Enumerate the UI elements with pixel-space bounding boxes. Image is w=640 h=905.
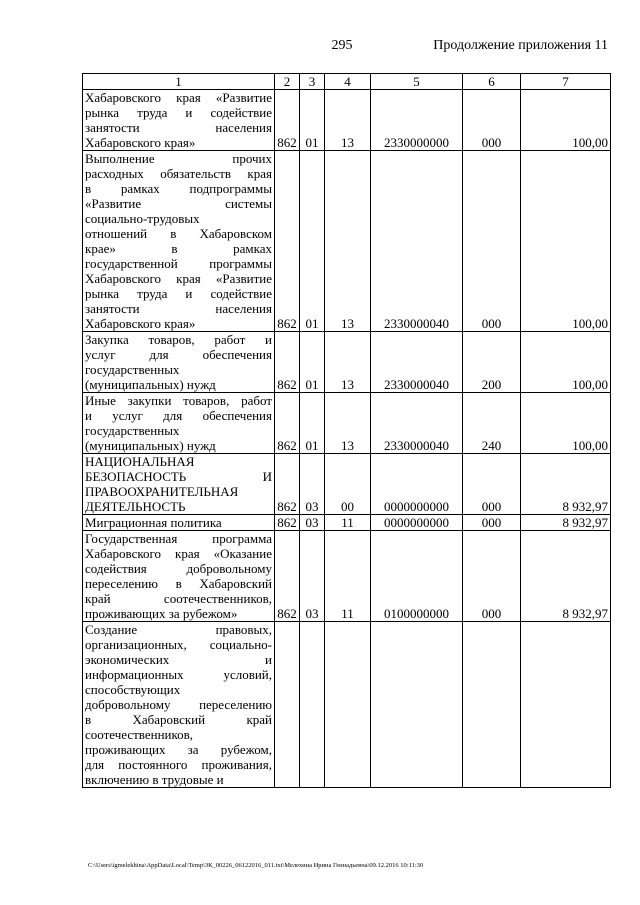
row-name-line: «Развитие системы xyxy=(85,196,272,211)
row-cell-col7: 8 932,97 xyxy=(521,531,611,622)
row-name-cell xyxy=(83,151,275,332)
row-name-line: для постоянного проживания, xyxy=(85,757,272,772)
table-row xyxy=(83,393,611,454)
row-name-line: занятости населения xyxy=(85,120,272,135)
row-cell-col5 xyxy=(371,622,463,788)
row-name-cell xyxy=(83,454,275,515)
row-name-line: (муниципальных) нужд xyxy=(85,438,216,453)
row-cell-col3: 01 xyxy=(300,332,325,393)
table-row xyxy=(83,151,611,332)
row-cell-col2: 862 xyxy=(275,151,300,332)
row-name-line: способствующих xyxy=(85,682,181,697)
row-name-line: ДЕЯТЕЛЬНОСТЬ xyxy=(85,499,186,514)
row-name-line: рынка труда и содействие xyxy=(85,105,272,120)
row-name-line: Хабаровского края» xyxy=(85,135,196,150)
row-name-line: (муниципальных) нужд xyxy=(85,377,216,392)
row-cell-col6: 000 xyxy=(463,531,521,622)
row-cell-col5: 2330000040 xyxy=(371,393,463,454)
row-cell-col4: 11 xyxy=(325,531,371,622)
row-cell-col7: 8 932,97 xyxy=(521,515,611,531)
row-name-line: государственной программы xyxy=(85,256,272,271)
row-cell-col4: 00 xyxy=(325,454,371,515)
budget-table xyxy=(82,73,611,788)
row-name-line: Хабаровского края «Развитие xyxy=(85,271,272,286)
row-name-cell xyxy=(83,531,275,622)
appendix-continuation-label: Продолжение приложения 11 xyxy=(433,38,608,53)
column-header: 1 xyxy=(83,74,275,90)
page-number: 295 xyxy=(331,38,353,53)
row-name-line: крае» в рамках xyxy=(85,241,272,256)
row-cell-col6 xyxy=(463,622,521,788)
row-name-cell xyxy=(83,622,275,788)
row-cell-col4: 13 xyxy=(325,332,371,393)
row-cell-col6: 000 xyxy=(463,515,521,531)
row-name-line: соотечественников, xyxy=(85,727,194,742)
column-header: 5 xyxy=(371,74,463,90)
row-cell-col7: 100,00 xyxy=(521,90,611,151)
row-name-cell xyxy=(83,393,275,454)
row-cell-col3: 03 xyxy=(300,531,325,622)
row-cell-col3: 03 xyxy=(300,454,325,515)
row-cell-col6: 000 xyxy=(463,454,521,515)
row-name-line: Хабаровского края «Оказание xyxy=(85,546,272,561)
table-row xyxy=(83,454,611,515)
row-name-line: включению в трудовые и xyxy=(85,772,224,787)
table-row xyxy=(83,622,611,788)
row-cell-col2: 862 xyxy=(275,454,300,515)
row-name-cell xyxy=(83,332,275,393)
row-cell-col2: 862 xyxy=(275,332,300,393)
row-name-line: государственных xyxy=(85,362,180,377)
row-name-line: Закупка товаров, работ и xyxy=(85,332,272,347)
row-name-line: в рамках подпрограммы xyxy=(85,181,272,196)
column-header: 6 xyxy=(463,74,521,90)
row-name-line: услуг для обеспечения xyxy=(85,347,272,362)
row-name-line: Хабаровского края» xyxy=(85,316,196,331)
row-cell-col6: 000 xyxy=(463,90,521,151)
row-name-line: край соотечественников, xyxy=(85,591,272,606)
row-name-line: экономических и xyxy=(85,652,272,667)
row-name-line: переселению в Хабаровский xyxy=(85,576,272,591)
column-header: 3 xyxy=(300,74,325,90)
table-row xyxy=(83,515,611,531)
row-cell-col3: 01 xyxy=(300,90,325,151)
row-name-line: добровольному переселению xyxy=(85,697,272,712)
row-cell-col7: 100,00 xyxy=(521,393,611,454)
footer-file-path: C:\Users\igmelekhina\AppData\Local\Temp\ЗК_00226_06122016_011.txt\Мелехина Ирина Геннадьевна\09.12.2016 10:11:30 xyxy=(88,862,424,869)
row-name-line: организационных, социально- xyxy=(85,637,272,652)
table-row xyxy=(83,332,611,393)
row-cell-col4: 11 xyxy=(325,515,371,531)
row-name-line: проживающих за рубежом, xyxy=(85,742,272,757)
row-name-line: в Хабаровский край xyxy=(85,712,272,727)
table-body xyxy=(83,90,611,788)
row-cell-col3: 01 xyxy=(300,151,325,332)
row-cell-col2: 862 xyxy=(275,515,300,531)
table-row xyxy=(83,531,611,622)
row-cell-col7: 100,00 xyxy=(521,151,611,332)
row-name-line: государственных xyxy=(85,423,180,438)
row-name-line: Выполнение прочих xyxy=(85,151,272,166)
row-cell-col5: 0100000000 xyxy=(371,531,463,622)
row-cell-col6: 240 xyxy=(463,393,521,454)
row-cell-col2 xyxy=(275,622,300,788)
row-cell-col3: 03 xyxy=(300,515,325,531)
row-cell-col7 xyxy=(521,622,611,788)
row-name-line: Создание правовых, xyxy=(85,622,272,637)
row-cell-col5: 0000000000 xyxy=(371,515,463,531)
row-cell-col6: 000 xyxy=(463,151,521,332)
row-cell-col2: 862 xyxy=(275,393,300,454)
row-name-line: отношений в Хабаровском xyxy=(85,226,272,241)
row-name-line: рынка труда и содействие xyxy=(85,286,272,301)
row-name-line: социально-трудовых xyxy=(85,211,200,226)
row-cell-col4 xyxy=(325,622,371,788)
row-cell-col5: 2330000000 xyxy=(371,90,463,151)
row-cell-col5: 2330000040 xyxy=(371,332,463,393)
row-name-line: ПРАВООХРАНИТЕЛЬНАЯ xyxy=(85,484,239,499)
row-cell-col5: 2330000040 xyxy=(371,151,463,332)
row-cell-col2: 862 xyxy=(275,90,300,151)
row-name-line: занятости населения xyxy=(85,301,272,316)
column-header: 4 xyxy=(325,74,371,90)
row-name-line: НАЦИОНАЛЬНАЯ xyxy=(85,454,195,469)
row-name-line: Миграционная политика xyxy=(85,515,222,530)
row-cell-col2: 862 xyxy=(275,531,300,622)
row-name-line: БЕЗОПАСНОСТЬ И xyxy=(85,469,272,484)
row-cell-col3: 01 xyxy=(300,393,325,454)
column-header: 7 xyxy=(521,74,611,90)
row-name-line: расходных обязательств края xyxy=(85,166,272,181)
row-cell-col5: 0000000000 xyxy=(371,454,463,515)
row-cell-col7: 100,00 xyxy=(521,332,611,393)
row-name-cell xyxy=(83,90,275,151)
table-row xyxy=(83,90,611,151)
row-name-cell xyxy=(83,515,275,531)
row-name-line: Хабаровского края «Развитие xyxy=(85,90,272,105)
row-name-line: Государственная программа xyxy=(85,531,272,546)
row-cell-col3 xyxy=(300,622,325,788)
row-cell-col4: 13 xyxy=(325,90,371,151)
row-cell-col6: 200 xyxy=(463,332,521,393)
column-header: 2 xyxy=(275,74,300,90)
row-name-line: и услуг для обеспечения xyxy=(85,408,272,423)
row-name-line: проживающих за рубежом» xyxy=(85,606,238,621)
row-cell-col7: 8 932,97 xyxy=(521,454,611,515)
row-name-line: содействия добровольному xyxy=(85,561,272,576)
row-name-line: Иные закупки товаров, работ xyxy=(85,393,272,408)
row-cell-col4: 13 xyxy=(325,151,371,332)
row-cell-col4: 13 xyxy=(325,393,371,454)
table-header-row xyxy=(83,74,611,90)
row-name-line: информационных условий, xyxy=(85,667,272,682)
